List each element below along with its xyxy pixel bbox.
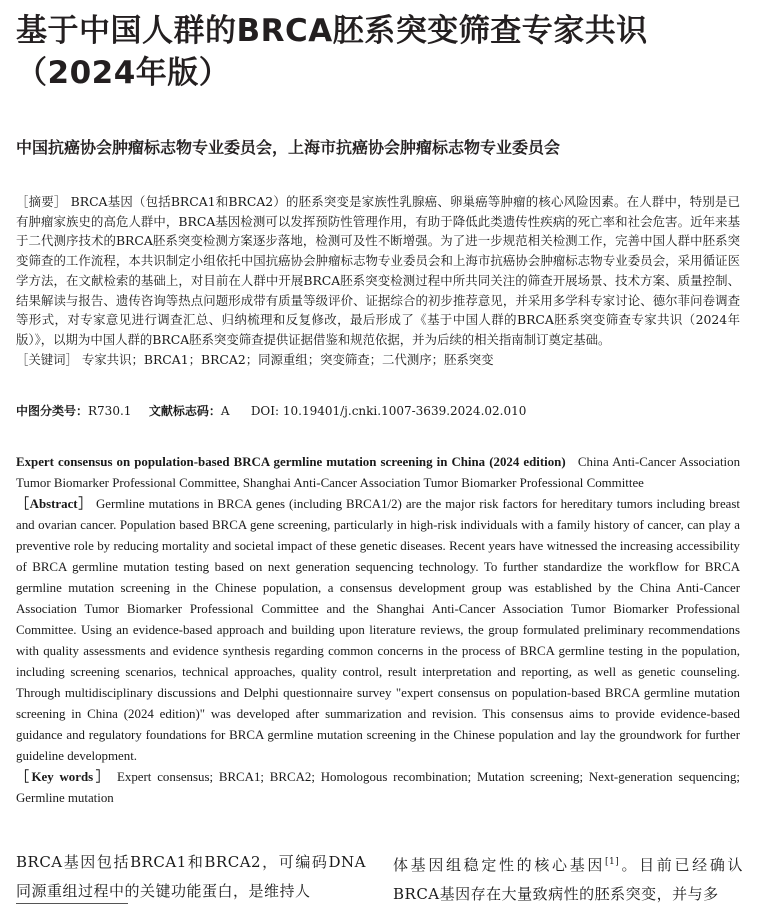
abstract-paragraph-en xyxy=(16,494,740,767)
authors-cn: 中国抗癌协会肿瘤标志物专业委员会，上海市抗癌协会肿瘤标志物专业委员会 xyxy=(16,138,561,157)
keywords-text-en: Expert consensus; BRCA1; BRCA2; Homologous recombination; Mutation screening; Next-generation sequencing; Germline mutation xyxy=(16,770,740,805)
keywords-cn xyxy=(16,350,740,370)
keywords-label-en: ［Key words］ xyxy=(16,770,112,784)
clc-value: R730.1 xyxy=(88,404,132,418)
doc-label: 文献标志码： xyxy=(148,404,221,418)
body-right-tail: 。目前已经确认BRCA基因存在大量致病性的胚系突变，并与多 xyxy=(393,856,743,903)
english-title-line xyxy=(16,452,740,494)
keywords-text-cn: 专家共识；BRCA1；BRCA2；同源重组；突变筛查；二代测序；胚系突变 xyxy=(81,351,494,367)
paper-title xyxy=(16,10,751,94)
doi-link[interactable]: DOI: 10.19401/j.cnki.1007-3639.2024.02.010 xyxy=(250,404,527,418)
english-authors: China Anti-Cancer Association Tumor Biomarker Professional Committee, Shanghai Anti-Cancer Association Tumor Biomarker Professional Committee xyxy=(16,455,741,490)
keywords-label-cn: ［关键词］ xyxy=(16,351,78,367)
title-line-2: （2024年版） xyxy=(16,55,231,91)
abstract-text-cn: BRCA基因（包括BRCA1和BRCA2）的胚系突变是家族性乳腺癌、卵巢癌等肿瘤的核心风险因素。在人群中，特别是已有肿瘤家族史的高危人群中，BRCA基因检测可以发挥预防性管理作用，有助于降低此类遗传性疾病的死亡率和社会危害。近年来基于二代测序技术的BRCA胚系突变检测方案逐步落地，检测可及性不断增强。为了进一步规范相关检测工作，完善中国人群中胚系突变筛查的工作流程，本共识制定小组依托中国抗癌协会肿瘤标志物专业委员会和上海市抗癌协会肿瘤标志物专业委员会，采用循证医学方法，在文献检索的基础上，对目前在人群中开展BRCA胚系突变检测过程中所共同关注的筛查开展场景、技术方案、质量控制、结果解读与报告、遗传咨询等热点问题形成带有质量等级评价、证据综合的初步推荐意见，并采用多学科专家讨论、德尔菲问卷调查等形式，对专家意见进行调查汇总、归纳梳理和反复修改，最后形成了《基于中国人群的BRCA胚系突变筛查专家共识（2024年版）》，以期为中国人群的BRCA胚系突变筛查提供证据借鉴和规范依据，并为后续的相关指南制订奠定基础。 xyxy=(16,194,740,347)
abstract-label-en: ［Abstract］ xyxy=(16,497,92,511)
body-right-text: 体基因组稳定性的核心基因 xyxy=(393,856,606,874)
english-title: Expert consensus on population-based BRCA germline mutation screening in China (2024 edition) xyxy=(16,455,566,469)
title-line-1: 基于中国人群的BRCA胚系突变筛查专家共识 xyxy=(16,13,648,49)
abstract-label-cn: ［摘要］ xyxy=(16,194,67,209)
classification-meta xyxy=(16,402,740,420)
chinese-abstract xyxy=(16,192,740,369)
abstract-paragraph-cn xyxy=(16,192,740,350)
clc-label: 中图分类号： xyxy=(16,404,89,418)
body-column-right xyxy=(393,848,743,909)
body-column-left: BRCA基因包括BRCA1和BRCA2，可编码DNA同源重组过程中的关键功能蛋白，是维持人 xyxy=(16,853,366,900)
english-abstract xyxy=(16,452,740,809)
reference-1[interactable]: [1] xyxy=(605,857,620,867)
abstract-text-en: Germline mutations in BRCA genes (including BRCA1/2) are the major risk factors for hereditary tumors including breast and ovarian cancer. Population based BRCA gene screening, particularly in high-risk individuals with a family history of cancer, can play a preventive role by reducing mortality and societal impact of these genetic diseases. Recent years have witnessed the increasing accessibility of BRCA germline mutation testing based on next generation sequencing technology. To further standardize the workflow for BRCA germline mutation screening in the Chinese population, a consensus development group was established by the China Anti-Cancer Association Tumor Biomarker Professional Committee and the Shanghai Anti-Cancer Association Tumor Biomarker Professional Committee. Using an evidence-based approach and building upon literature reviews, the group formulated preliminary recommendations with quality assessments and evidence synthesis regarding common concerns in the process of BRCA germline testing in the population, including screening scenarios, technical approaches, quality control, result interpretation and reporting, as well as genetic counseling. Through multidisciplinary discussions and Delphi questionnaire survey "expert consensus on population-based BRCA germline mutation screening in China (2024 edition)" was developed after summarization and revision. This consensus aims to provide evidence-based guidance and regulatory foundations for BRCA germline mutation screening in the Chinese population and lay the groundwork for further guideline development. xyxy=(16,497,740,763)
footnote-rule xyxy=(16,903,128,904)
keywords-en xyxy=(16,767,740,809)
doc-value: A xyxy=(220,404,230,418)
